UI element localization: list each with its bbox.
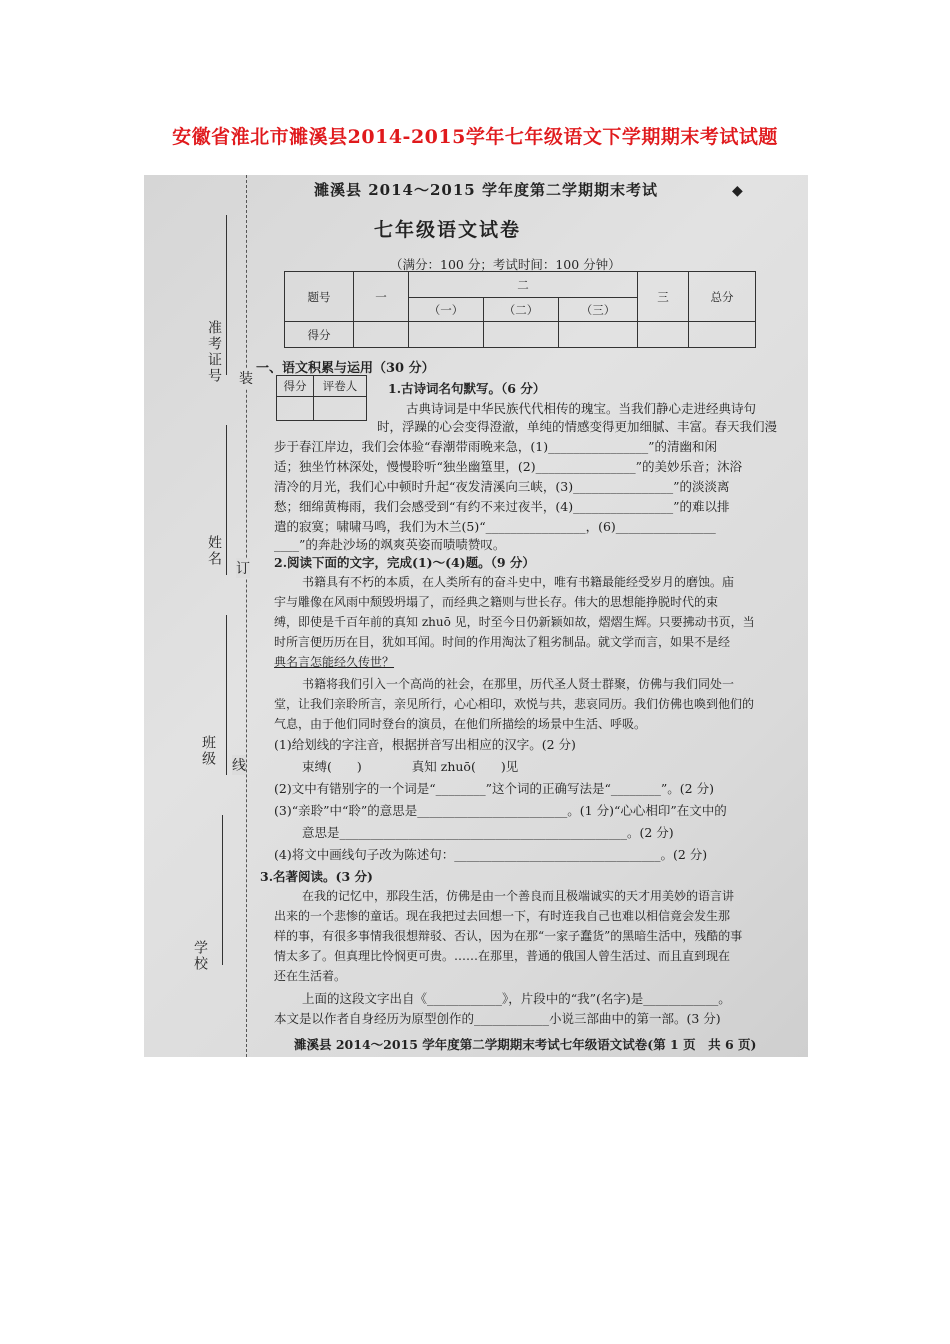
text-line: 清冷的月光，我们心中顿时升起“夜发清溪向三峡，(3)________________”的淡淡离 [274, 479, 730, 494]
class-label: 班级 [200, 735, 216, 767]
sub-question: 束缚( ) 真知 zhuō( )见 [302, 759, 519, 774]
score-row-label: 得分 [285, 322, 354, 348]
passage-line: 气息，由于他们同时登台的演员，在他们所描绘的场景中生活、呼吸。 [274, 717, 647, 731]
page-footer: 濉溪县 2014～2015 学年度第二学期期末考试七年级语文试卷(第 1 页 共 6 页) [294, 1037, 757, 1052]
passage-line: 时所言便历历在目，犹如耳闻。时间的作用淘汰了粗劣制品。就文学而言，如果不是经 [274, 635, 731, 649]
exam-paper-photo [144, 175, 808, 1057]
passage-line: 书籍具有不朽的本质，在人类所有的奋斗史中，唯有书籍最能经受岁月的磨蚀。庙 [302, 575, 735, 589]
score-table-header: 总分 [689, 272, 756, 322]
score-cell [354, 322, 409, 348]
binding-ding: 订 [236, 558, 250, 578]
passage-line: 宇与雕像在风雨中颓毁坍塌了，而经典之籍则与世长存。伟大的思想能挣脱时代的束 [274, 595, 719, 609]
score-table-header: 三 [638, 272, 689, 322]
exam-heading: 濉溪县 2014～2015 学年度第二学期期末考试 [314, 181, 658, 199]
sub-question: (3)“亲聆”中“聆”的意思是________________________。(1 分)“心心相印”在文中的 [274, 803, 727, 818]
exam-meta: （满分：100 分；考试时间：100 分钟） [390, 257, 621, 272]
score-table-subheader: （三） [559, 298, 638, 322]
grader-box [276, 375, 367, 421]
grader-score-cell [277, 397, 314, 421]
section-heading: 一、语文积累与运用（30 分） [256, 361, 435, 376]
question-title: 3.名著阅读。(3 分) [260, 869, 373, 884]
name-line [226, 425, 227, 575]
passage-line: 缚，即使是千百年前的真知 zhuō 见，时至今日仍新颖如故，熠熠生辉。只要拂动书页，当 [274, 615, 755, 629]
grader-score-label: 得分 [277, 376, 314, 397]
text-line: ____”的奔赴沙场的飒爽英姿而啧啧赞叹。 [274, 537, 506, 552]
score-cell [559, 322, 638, 348]
sub-question: 本文是以作者自身经历为原型创作的____________小说三部曲中的第一部。(3 分) [274, 1011, 721, 1026]
text-line: 适；独坐竹林深处，慢慢聆听“独坐幽篁里，(2)________________”的美妙乐音；沐浴 [274, 459, 742, 474]
name-label: 姓名 [206, 535, 222, 567]
binding-line [246, 175, 247, 1057]
document-title: 安徽省淮北市濉溪县2014-2015学年七年级语文下学期期末考试试题 [172, 126, 778, 148]
score-cell [484, 322, 559, 348]
school-label: 学校 [192, 940, 208, 972]
passage-line: 情太多了。但真理比怜悯更可贵。……在那里，普通的俄国人曾生活过、而且直到现在 [274, 949, 731, 963]
exam-subject: 七年级语文试卷 [374, 219, 522, 241]
score-table-header: 一 [354, 272, 409, 322]
score-cell [689, 322, 756, 348]
score-cell [638, 322, 689, 348]
grader-reviewer-label: 评卷人 [314, 376, 367, 397]
class-line [226, 615, 227, 775]
exam-id-line [226, 215, 227, 375]
school-line [222, 815, 223, 965]
sub-question: (4)将文中画线句子改为陈述句：_________________________________。(2 分) [274, 847, 708, 862]
question-title: 1.古诗词名句默写。（6 分） [388, 381, 546, 396]
score-table [284, 271, 756, 348]
passage-line: 书籍将我们引入一个高尚的社会，在那里，历代圣人贤士群聚，仿佛与我们同处一 [302, 677, 735, 691]
passage-line: 堂，让我们亲聆所言，亲见所行，心心相印，欢悦与共，悲哀同历。我们仿佛也喚到他们的 [274, 697, 755, 711]
binding-zhuang: 装 [239, 368, 253, 388]
question-title: 2.阅读下面的文字，完成(1)～(4)题。（9 分） [274, 555, 535, 570]
sub-question: (2)文中有错别字的一个词是“________”这个词的正确写法是“________”。(2 分) [274, 781, 714, 796]
sub-question: 上面的这段文字出自《____________》，片段中的“我”(名字)是____________。 [302, 991, 731, 1006]
passage-line: 样的事，有很多事情我很想辩驳、否认，因为在那“一家子蠢货”的黑暗生活中，残酷的事 [274, 929, 743, 943]
text-line: 古典诗词是中华民族代代相传的瑰宝。当我们静心走进经典诗句 [406, 401, 757, 416]
score-table-header: 二 [409, 272, 638, 298]
passage-line: 出来的一个悲惨的童话。现在我把过去回想一下，有时连我自己也难以相信竟会发生那 [274, 909, 731, 923]
passage-line: 还在生活着。 [274, 969, 347, 983]
corner-mark: ◆ [732, 183, 743, 199]
text-line: 遣的寂寞；啸啸马鸣，我们为木兰(5)“________________，(6)________________ [274, 519, 716, 534]
text-line: 步于春江岸边，我们会体验“春潮带雨晚来急，(1)________________”的清幽和闲 [274, 439, 717, 454]
exam-id-label: 准考证号 [206, 320, 222, 384]
score-table-subheader: （二） [484, 298, 559, 322]
score-table-header: 题号 [285, 272, 354, 322]
passage-line-underlined: 典名言怎能经久传世？ [274, 655, 395, 669]
text-line: 愁；细绵黄梅雨，我们会感受到“有约不来过夜半，(4)________________”的难以排 [274, 499, 730, 514]
score-table-subheader: （一） [409, 298, 484, 322]
sub-question: 意思是______________________________________________。(2 分) [302, 825, 674, 840]
score-cell [409, 322, 484, 348]
binding-xian: 线 [232, 755, 246, 775]
passage-line: 在我的记忆中，那段生活，仿佛是由一个善良而且极端诚实的天才用美妙的语言讲 [302, 889, 735, 903]
sub-question: (1)给划线的字注音，根据拼音写出相应的汉字。(2 分) [274, 737, 576, 752]
text-line: 时，浮躁的心会变得澄澈，单纯的情感变得更加细腻、丰富。春天我们漫 [377, 419, 778, 434]
grader-reviewer-cell [314, 397, 367, 421]
